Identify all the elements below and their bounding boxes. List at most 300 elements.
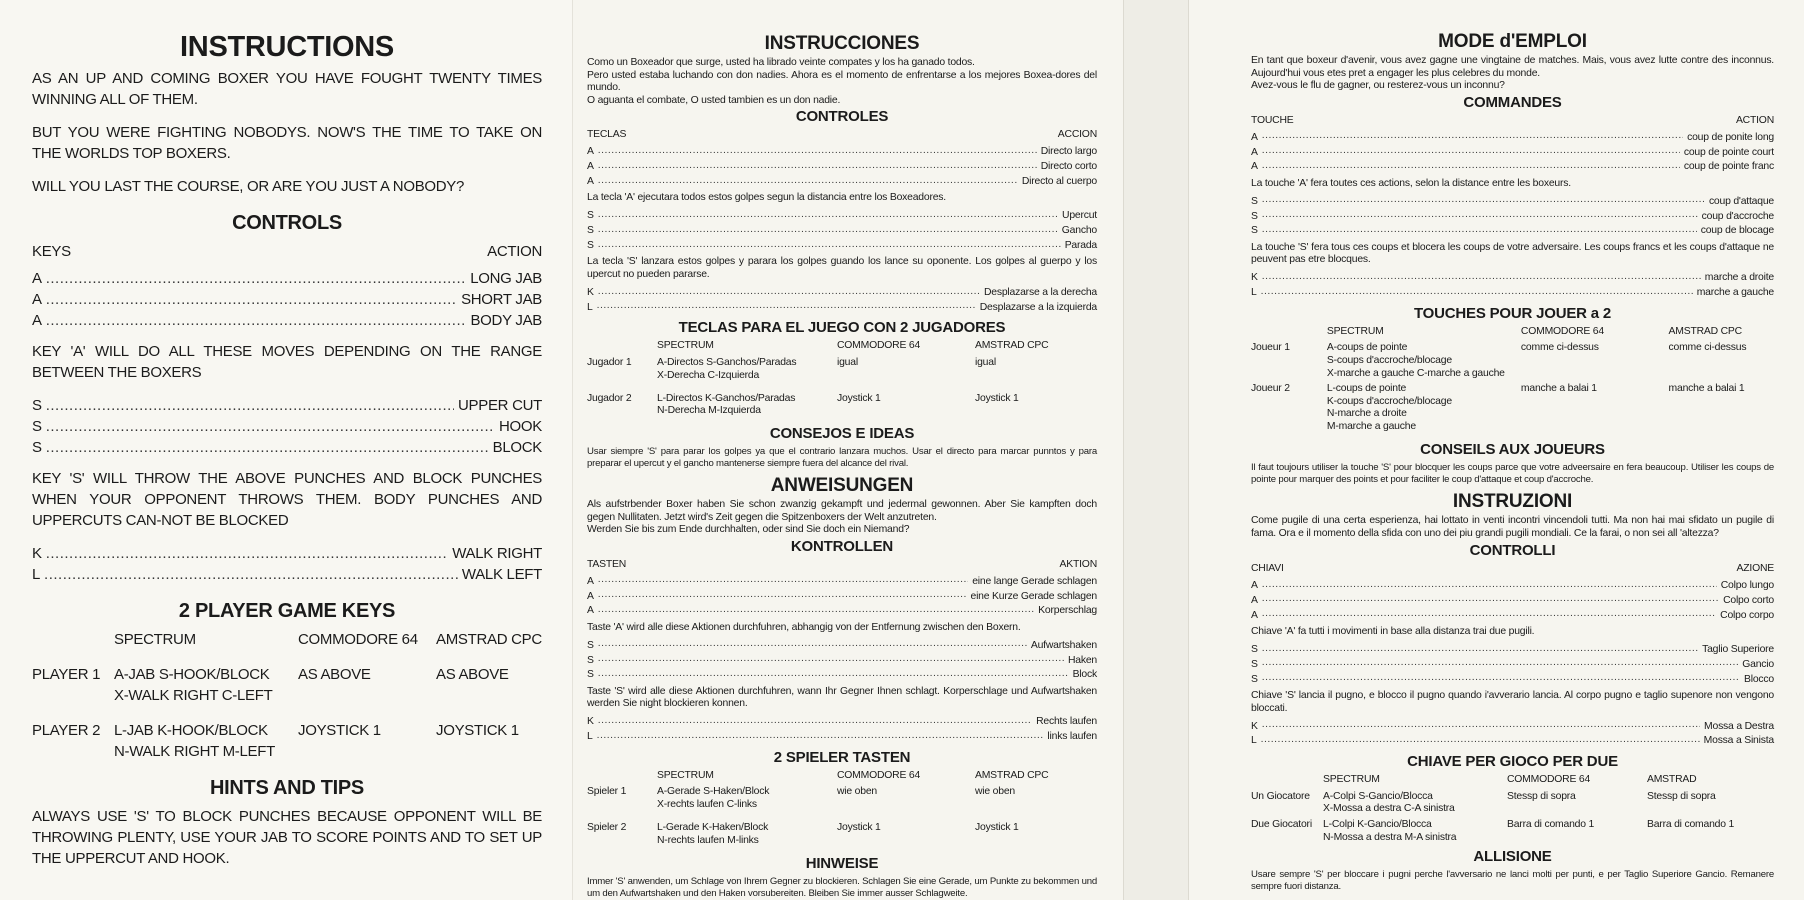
- key-row: [587, 573, 1097, 588]
- key-row: [32, 395, 542, 416]
- table-row: [587, 357, 1097, 393]
- key-row: [32, 543, 542, 564]
- spanish-german-panel: [572, 0, 1123, 900]
- key-letter: S: [587, 210, 594, 222]
- key-row: [587, 667, 1097, 682]
- spectrum-cell: [657, 786, 837, 822]
- spectrum-line: A-Directos S-Ganchos/Paradas: [657, 356, 797, 368]
- key-action: coup de ponite long: [1687, 131, 1774, 143]
- key-action: Desplazarse a la izquierda: [979, 301, 1097, 313]
- key-row: [1251, 144, 1774, 159]
- key-letter: S: [1251, 225, 1258, 237]
- key-letter: L: [1251, 735, 1257, 747]
- key-action: Colpo lungo: [1720, 580, 1774, 592]
- spectrum-line: A-JAB S-HOOK/BLOCK: [114, 666, 270, 683]
- key-action: Colpo corpo: [1720, 609, 1774, 621]
- dot-leader: [598, 588, 967, 598]
- italian-controls-title: CONTROLLI: [1469, 542, 1556, 560]
- col-header: SPECTRUM: [1323, 773, 1380, 785]
- english-hints: ALWAYS USE 'S' TO BLOCK PUNCHES BECAUSE OPPONENT WILL BE THROWING PLENTY, USE YOUR JAB TO SCORE POINTS AND TO SET UP THE UPPERCUT AND HOOK.: [32, 808, 542, 867]
- english-title: INSTRUCTIONS: [180, 31, 394, 63]
- spectrum-cell: [1323, 819, 1507, 847]
- key-row: [1251, 607, 1774, 622]
- dot-leader: [598, 223, 1058, 233]
- german-hints: Immer 'S' anwenden, um Schlage von Ihrem Gegner zu blockieren. Schlagen Sie eine Gerade, um Punkte zu bekommen und um den Aufwartshaken und den Haken vorsubereiten. Bleiben Sie immer ausser Schlagweite.: [587, 875, 1097, 899]
- dot-leader: [46, 310, 467, 325]
- key-letter: S: [587, 654, 594, 666]
- key-row: [587, 652, 1097, 667]
- col-header: COMMODORE 64: [1507, 773, 1591, 785]
- key-action: Colpo corto: [1723, 594, 1774, 606]
- spanish-keys-label: TECLAS: [587, 129, 627, 141]
- key-action: BLOCK: [492, 439, 542, 456]
- key-row: [587, 299, 1097, 314]
- german-controls-header: [587, 559, 1097, 572]
- spanish-group-a: [587, 144, 1097, 188]
- cpc-cell: comme ci-dessus: [1668, 342, 1747, 354]
- key-row: [587, 603, 1097, 618]
- dot-leader: [598, 714, 1032, 724]
- italian-group-walk: [1251, 718, 1774, 748]
- spanish-hints: Usar siempre 'S' para parar los golpes ya que el contrario lanzara muchos. Usar el directo para marcar punntos y para preparar el upercut y el gancho mantenerse siempre fuera del alcance del rival.: [587, 446, 1097, 470]
- french-hints-title: CONSEILS AUX JOUEURS: [1420, 440, 1605, 458]
- key-row: [1251, 285, 1774, 300]
- english-group-s: [32, 395, 542, 458]
- dot-leader: [1261, 733, 1700, 743]
- key-letter: A: [32, 270, 42, 287]
- c64-cell: Joystick 1: [837, 822, 881, 834]
- key-letter: A: [1251, 609, 1258, 621]
- french-note-s: La touche 'S' fera tous ces coups et blocera les coups de votre adversaire. Les coups francs et les coups d'attaque ne peuvent pas etre blocques.: [1251, 241, 1774, 266]
- key-letter: K: [1251, 720, 1258, 732]
- dot-leader: [1262, 129, 1683, 139]
- cpc-cell: Joystick 1: [975, 392, 1019, 404]
- key-action: coup de pointe franc: [1683, 161, 1774, 173]
- key-action: coup de pointe court: [1683, 146, 1774, 158]
- cpc-cell: manche a balai 1: [1668, 382, 1745, 394]
- spectrum-line: N-marche a droite: [1326, 408, 1407, 420]
- spanish-intro-2: Pero usted estaba luchando con don nadies. Ahora es el momento de enfrentarse a los mejores Boxea-dores del mundo.: [587, 69, 1097, 94]
- dot-leader: [1262, 193, 1705, 203]
- c64-cell: comme ci-dessus: [1520, 342, 1599, 354]
- italian-two-player-table: [1251, 774, 1774, 847]
- key-letter: K: [1251, 272, 1258, 284]
- english-controls-title: CONTROLS: [232, 212, 342, 234]
- spectrum-cell: [657, 357, 837, 393]
- key-row: [1251, 208, 1774, 223]
- dot-leader: [1262, 718, 1700, 728]
- c64-cell: igual: [837, 356, 858, 368]
- spectrum-line: A-Colpi S-Gancio/Blocca: [1323, 790, 1433, 802]
- player-col-header: [32, 629, 114, 664]
- key-row: [1251, 193, 1774, 208]
- player-cell: PLAYER 1: [32, 666, 101, 683]
- spectrum-line: L-JAB K-HOOK/BLOCK: [114, 722, 268, 739]
- cpc-cell: igual: [975, 356, 996, 368]
- italian-note-a: Chiave 'A' fa tutti i movimenti in base alla distanza trai due pugili.: [1251, 626, 1535, 638]
- player-cell: Joueur 2: [1251, 382, 1290, 394]
- c64-cell: Joystick 1: [837, 392, 881, 404]
- spectrum-line: N-rechts laufen M-links: [657, 834, 759, 846]
- spectrum-line: L-Colpi K-Gancio/Blocca: [1323, 819, 1432, 831]
- col-header: AMSTRAD: [1647, 773, 1697, 785]
- key-action: BODY JAB: [470, 312, 542, 329]
- italian-controls-header: [1251, 563, 1774, 576]
- english-note-a: KEY 'A' WILL DO ALL THESE MOVES DEPENDING ON THE RANGE BETWEEN THE BOXERS: [32, 343, 542, 381]
- key-action: Korperschlag: [1038, 605, 1097, 617]
- german-intro-2: Werden Sie bis zum Ende durchhalten, oder sind Sie doch ein Niemand?: [587, 524, 910, 536]
- dot-leader: [1262, 578, 1717, 588]
- spectrum-cell: [657, 393, 837, 421]
- german-intro-1: Als aufstrbender Boxer haben Sie schon zwanzig gekampft und jedermal gewonnen. Aber Sie kampften doch gegen Nullitaten. Jetzt wird's Zeit gegen die Spitzenboxers der Welt anzutreten.: [587, 499, 1097, 523]
- cpc-cell: wie oben: [975, 786, 1015, 798]
- key-letter: S: [587, 669, 594, 681]
- italian-action-label: AZIONE: [1736, 563, 1774, 575]
- french-group-walk: [1251, 270, 1774, 300]
- key-letter: K: [587, 716, 594, 728]
- key-action: Taglio Superiore: [1702, 644, 1774, 656]
- dot-leader: [46, 416, 495, 431]
- italian-group-a: [1251, 578, 1774, 622]
- key-row: [587, 174, 1097, 189]
- french-hints: Il faut toujours utiliser la touche 'S' pour blocquer les coups parce que votre adveersaire en fera beaucoup. Utiliser les coups de pointe pour marquer des points et pour faciliter le coup d'attaque et coup d'accroche.: [1251, 461, 1774, 485]
- key-action: coup de blocage: [1700, 225, 1774, 237]
- player-cell: Due Giocatori: [1251, 819, 1312, 831]
- dot-leader: [598, 285, 980, 295]
- key-action: Desplazarse a la derecha: [983, 286, 1097, 298]
- key-action: Gancho: [1061, 225, 1097, 237]
- dot-leader: [598, 573, 968, 583]
- key-row: [587, 208, 1097, 223]
- dot-leader: [1262, 270, 1701, 280]
- key-letter: S: [587, 639, 594, 651]
- spectrum-cell: [1327, 342, 1521, 382]
- dot-leader: [598, 667, 1069, 677]
- key-letter: S: [32, 439, 42, 456]
- german-two-player-table: [587, 770, 1097, 850]
- spanish-hints-title: CONSEJOS E IDEAS: [769, 425, 915, 443]
- key-letter: A: [587, 575, 594, 587]
- dot-leader: [598, 637, 1027, 647]
- col-header: AMSTRAD CPC: [1668, 325, 1742, 337]
- italian-hints: Usare sempre 'S' per bloccare i pugni perche l'avversario ne lanci molti per punti, e per Taglio Superiore Gancio. Remanere sempre fuori distanza.: [1251, 868, 1774, 892]
- english-action-label: ACTION: [487, 243, 542, 260]
- dot-leader: [598, 652, 1064, 662]
- key-row: [587, 285, 1097, 300]
- player-cell: Un Giocatore: [1251, 790, 1310, 802]
- table-header-row: [587, 340, 1097, 357]
- dot-leader: [1262, 144, 1680, 154]
- key-action: Blocco: [1744, 673, 1774, 685]
- key-action: links laufen: [1047, 731, 1097, 743]
- key-row: [587, 729, 1097, 744]
- player-col-header: [1251, 774, 1323, 791]
- cpc-cell: AS ABOVE: [436, 666, 509, 683]
- key-action: Parada: [1064, 239, 1097, 251]
- key-row: [32, 268, 542, 289]
- english-keys-label: KEYS: [32, 243, 71, 260]
- spanish-title: INSTRUCCIONES: [764, 33, 920, 54]
- col-header: COMMODORE 64: [837, 769, 921, 781]
- key-action: Directo al cuerpo: [1021, 175, 1097, 187]
- fold-strip: [1123, 0, 1189, 900]
- player-cell: Jugador 1: [587, 356, 632, 368]
- french-italian-panel: [1189, 0, 1804, 900]
- french-group-a: [1251, 129, 1774, 173]
- key-letter: K: [32, 545, 42, 562]
- english-panel: [0, 0, 572, 900]
- table-header-row: [32, 629, 542, 664]
- key-letter: A: [1251, 580, 1258, 592]
- spanish-controls-header: [587, 129, 1097, 142]
- table-row: [1251, 342, 1774, 382]
- french-intro-2: Avez-vous le flu de gagner, ou resterez-vous un inconnu?: [1251, 80, 1505, 92]
- key-action: coup d'accroche: [1701, 210, 1774, 222]
- col-header: COMMODORE 64: [298, 631, 418, 648]
- italian-keys-label: CHIAVI: [1251, 563, 1284, 575]
- spectrum-cell: [114, 720, 298, 776]
- german-group-walk: [587, 714, 1097, 744]
- key-action: Block: [1072, 669, 1097, 681]
- english-two-player-table: [32, 629, 542, 776]
- key-letter: A: [32, 291, 42, 308]
- key-letter: S: [32, 418, 42, 435]
- key-row: [1251, 733, 1774, 748]
- spanish-note-a: La tecla 'A' ejecutara todos estos golpes segun la distancia entre los Boxeadores.: [587, 192, 946, 204]
- player-cell: Joueur 1: [1251, 342, 1290, 354]
- dot-leader: [1262, 642, 1698, 652]
- spectrum-line: X-WALK RIGHT C-LEFT: [114, 687, 273, 704]
- cpc-cell: JOYSTICK 1: [436, 722, 519, 739]
- key-row: [1251, 718, 1774, 733]
- spectrum-line: N-WALK RIGHT M-LEFT: [114, 743, 275, 760]
- player-cell: Spieler 1: [587, 786, 627, 798]
- key-letter: K: [587, 286, 594, 298]
- table-row: [587, 393, 1097, 421]
- dot-leader: [1262, 671, 1740, 681]
- key-row: [32, 289, 542, 310]
- key-action: Directo largo: [1040, 146, 1097, 158]
- key-row: [1251, 578, 1774, 593]
- col-header: AMSTRAD CPC: [436, 631, 542, 648]
- french-controls-title: COMMANDES: [1463, 93, 1562, 111]
- key-letter: L: [32, 566, 41, 583]
- french-action-label: ACTION: [1735, 114, 1774, 126]
- key-letter: L: [1251, 287, 1257, 299]
- spanish-intro-1: Como un Boxeador que surge, usted ha librado veinte compates y los ha ganado todos.: [587, 57, 975, 68]
- key-row: [1251, 592, 1774, 607]
- italian-note-s: Chiave 'S' lancia il pugno, e blocco il pugno quando i'avverario lancia. Al corpo pugno e taglio supenore non vengono bloccati.: [1251, 690, 1774, 714]
- c64-cell: JOYSTICK 1: [298, 722, 381, 739]
- key-letter: L: [587, 731, 593, 743]
- key-letter: A: [1251, 594, 1258, 606]
- key-action: eine lange Gerade schlagen: [972, 575, 1097, 587]
- table-row: [1251, 819, 1774, 847]
- key-letter: A: [1251, 161, 1258, 173]
- key-action: Directo corto: [1040, 161, 1097, 173]
- dot-leader: [1262, 223, 1697, 233]
- key-row: [1251, 129, 1774, 144]
- french-two-player-title: TOUCHES POUR JOUER a 2: [1413, 304, 1612, 322]
- german-note-a: Taste 'A' wird alle diese Aktionen durchfuhren, abhangig von der Entfernung zwischen den Boxern.: [587, 621, 1021, 633]
- col-header: SPECTRUM: [657, 340, 714, 352]
- german-two-player-title: 2 SPIELER TASTEN: [773, 748, 911, 766]
- dot-leader: [598, 208, 1058, 218]
- table-header-row: [1251, 326, 1774, 343]
- key-row: [32, 310, 542, 331]
- french-group-s: [1251, 193, 1774, 237]
- dot-leader: [597, 299, 976, 309]
- german-group-a: [587, 573, 1097, 617]
- key-row: [1251, 656, 1774, 671]
- spanish-two-player-table: [587, 340, 1097, 420]
- key-letter: S: [587, 239, 594, 251]
- key-row: [587, 588, 1097, 603]
- key-row: [32, 416, 542, 437]
- key-letter: S: [1251, 195, 1258, 207]
- table-row: [587, 786, 1097, 822]
- italian-group-s: [1251, 642, 1774, 686]
- key-action: Mossa a Sinista: [1703, 735, 1774, 747]
- key-action: Mossa a Destra: [1704, 720, 1774, 732]
- dot-leader: [46, 289, 457, 304]
- english-intro-3: WILL YOU LAST THE COURSE, OR ARE YOU JUST A NOBODY?: [32, 178, 465, 195]
- key-row: [587, 144, 1097, 159]
- key-letter: S: [1251, 673, 1258, 685]
- c64-cell: AS ABOVE: [298, 666, 371, 683]
- french-intro-1: En tant que boxeur d'avenir, vous avez gagne une vingtaine de matches. Mais, vous avez lutte contre des inconnus. Aujourd'hui vous etes pret a engager les plus celebres du monde.: [1251, 55, 1774, 79]
- italian-hints-title: ALLISIONE: [1473, 847, 1552, 865]
- cpc-cell: Barra di comando 1: [1647, 819, 1735, 831]
- key-letter: S: [1251, 658, 1258, 670]
- german-group-s: [587, 637, 1097, 681]
- dot-leader: [46, 437, 489, 452]
- key-action: UPPER CUT: [458, 397, 542, 414]
- english-intro-1: AS AN UP AND COMING BOXER YOU HAVE FOUGHT TWENTY TIMES WINNING ALL OF THEM.: [32, 70, 542, 108]
- key-row: [587, 238, 1097, 253]
- key-action: Rechts laufen: [1036, 716, 1097, 728]
- spanish-action-label: ACCION: [1057, 129, 1097, 141]
- spectrum-cell: [114, 664, 298, 720]
- dot-leader: [598, 238, 1061, 248]
- key-action: WALK LEFT: [461, 566, 542, 583]
- col-header: SPECTRUM: [657, 769, 714, 781]
- spanish-group-s: [587, 208, 1097, 252]
- key-action: HOOK: [499, 418, 542, 435]
- english-intro-2: BUT YOU WERE FIGHTING NOBODYS. NOW'S THE TIME TO TAKE ON THE WORLDS TOP BOXERS.: [32, 124, 542, 162]
- key-letter: S: [587, 225, 594, 237]
- dot-leader: [1261, 285, 1693, 295]
- key-row: [587, 159, 1097, 174]
- spectrum-line: L-coups de pointe: [1326, 382, 1407, 394]
- key-row: [1251, 671, 1774, 686]
- key-action: Haken: [1067, 654, 1097, 666]
- key-row: [1251, 642, 1774, 657]
- spectrum-line: A-Gerade S-Haken/Block: [657, 786, 770, 798]
- c64-cell: Stessp di sopra: [1507, 790, 1576, 802]
- key-action: Upercut: [1062, 210, 1097, 222]
- dot-leader: [46, 395, 454, 410]
- col-header: SPECTRUM: [1326, 325, 1384, 337]
- spectrum-line: M-marche a gauche: [1326, 421, 1416, 433]
- dot-leader: [44, 564, 458, 579]
- key-letter: A: [587, 161, 594, 173]
- key-row: [1251, 223, 1774, 238]
- english-controls-header: [32, 241, 542, 262]
- table-header-row: [1251, 774, 1774, 791]
- table-row: [1251, 383, 1774, 436]
- dot-leader: [1262, 592, 1719, 602]
- key-action: coup d'attaque: [1708, 195, 1774, 207]
- col-header: COMMODORE 64: [1520, 325, 1604, 337]
- german-action-label: AKTION: [1059, 558, 1097, 570]
- table-row: [1251, 791, 1774, 820]
- dot-leader: [598, 174, 1018, 184]
- key-action: eine Kurze Gerade schlagen: [970, 590, 1097, 602]
- key-letter: L: [587, 301, 593, 313]
- key-row: [32, 437, 542, 458]
- dot-leader: [1262, 159, 1680, 169]
- key-letter: S: [1251, 210, 1258, 222]
- spanish-two-player-title: TECLAS PARA EL JUEGO CON 2 JUGADORES: [678, 319, 1006, 337]
- spectrum-line: A-coups de pointe: [1326, 342, 1408, 354]
- player-col-header: [587, 770, 657, 787]
- german-title: ANWEISUNGEN: [770, 475, 914, 497]
- spectrum-cell: [1327, 383, 1521, 436]
- italian-intro-1: Come pugile di una certa esperienza, hai lottato in venti incontri vincendoli tutti. Ma non hai mai sfidato un pugile di fama. Ora e il momento della sfida con uno dei piu grandi pugili mondiali. Ce la farai, o non sei all 'altezza?: [1251, 514, 1774, 539]
- key-row: [587, 637, 1097, 652]
- spanish-controls-title: CONTROLES: [795, 108, 889, 126]
- english-two-player-title: 2 PLAYER GAME KEYS: [178, 600, 396, 622]
- key-letter: A: [587, 605, 594, 617]
- key-row: [32, 564, 542, 585]
- c64-cell: wie oben: [837, 786, 877, 798]
- german-keys-label: TASTEN: [587, 558, 627, 570]
- spectrum-line: X-Mossa a destra C-A sinistra: [1323, 803, 1455, 815]
- german-hints-title: HINWEISE: [805, 854, 879, 872]
- key-row: [587, 223, 1097, 238]
- dot-leader: [598, 603, 1034, 613]
- player-col-header: [587, 340, 657, 357]
- key-action: WALK RIGHT: [452, 545, 542, 562]
- key-action: SHORT JAB: [461, 291, 542, 308]
- dot-leader: [1262, 607, 1716, 617]
- key-letter: A: [587, 175, 594, 187]
- french-two-player-table: [1251, 326, 1774, 436]
- table-row: [587, 822, 1097, 850]
- key-letter: A: [32, 312, 42, 329]
- key-action: marche a gauche: [1696, 287, 1774, 299]
- player-cell: Jugador 2: [587, 392, 632, 404]
- table-header-row: [587, 770, 1097, 787]
- dot-leader: [1262, 656, 1739, 666]
- dot-leader: [1262, 208, 1698, 218]
- col-header: AMSTRAD CPC: [975, 769, 1049, 781]
- key-row: [1251, 159, 1774, 174]
- cpc-cell: Stessp di sopra: [1647, 790, 1716, 802]
- spectrum-line: N-Derecha M-Izquierda: [657, 405, 761, 417]
- key-letter: S: [32, 397, 42, 414]
- italian-two-player-title: CHIAVE PER GIOCO PER DUE: [1407, 752, 1618, 770]
- german-controls-title: KONTROLLEN: [790, 537, 894, 555]
- german-note-s: Taste 'S' wird alle diese Aktionen durchfuhren, wann Ihr Gegner Ihnen schlagt. Korperschlage und Aufwartshaken werden Sie night blockieren konnen.: [587, 685, 1097, 710]
- key-action: Aufwartshaken: [1030, 639, 1097, 651]
- french-note-a: La touche 'A' fera toutes ces actions, selon la distance entre les boxeurs.: [1251, 177, 1571, 189]
- spectrum-line: K-coups d'accroche/blocage: [1326, 395, 1452, 407]
- english-group-a: [32, 268, 542, 331]
- key-letter: S: [1251, 644, 1258, 656]
- spectrum-line: X-Derecha C-Izquierda: [657, 369, 760, 381]
